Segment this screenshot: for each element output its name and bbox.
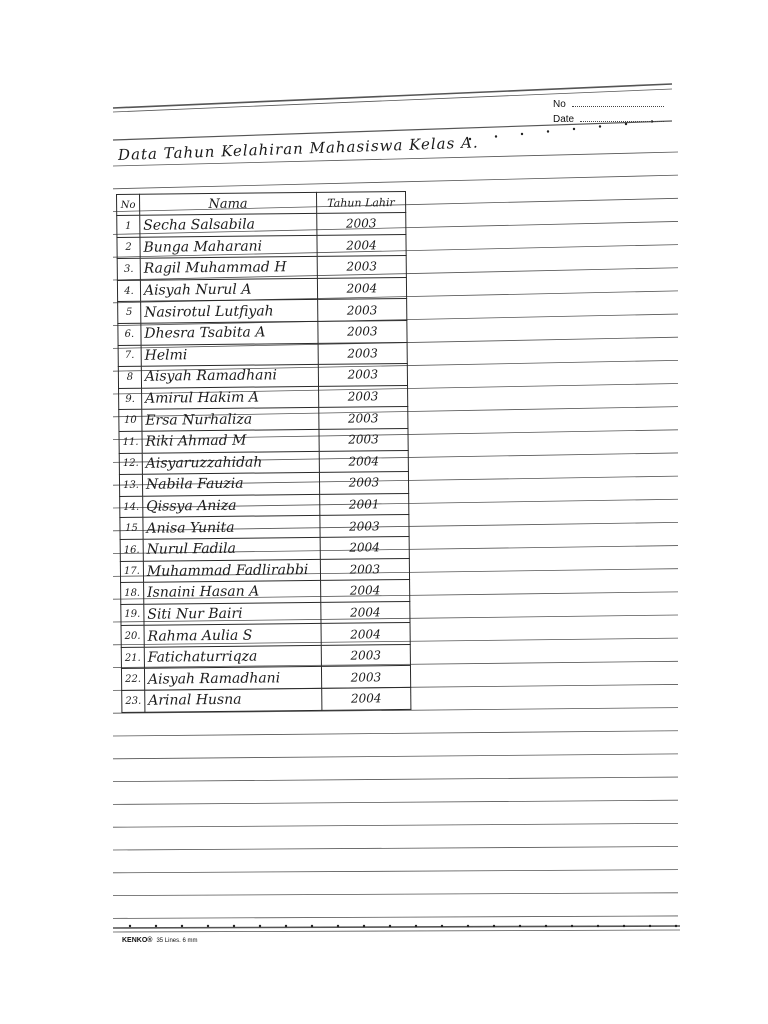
table-row xyxy=(121,580,410,605)
student-name: Arinal Husna xyxy=(145,688,322,711)
date-field xyxy=(553,114,664,125)
table-row xyxy=(120,493,409,518)
student-name: Secha Salsabila xyxy=(140,213,317,236)
student-name: Qissya Aniza xyxy=(143,494,320,517)
birth-year: 2001 xyxy=(320,493,409,516)
student-name: Anisa Yunita xyxy=(143,516,320,539)
row-number: 3. xyxy=(117,258,140,280)
row-number: 19. xyxy=(121,604,144,626)
birth-year: 2003 xyxy=(318,385,407,408)
birth-year: 2003 xyxy=(317,212,406,235)
page-title: Data Tahun Kelahiran Mahasiswa Kelas A. xyxy=(117,133,479,164)
table-row xyxy=(120,515,409,540)
table-row xyxy=(121,644,410,669)
table-row xyxy=(120,558,409,583)
table-row xyxy=(120,536,409,561)
notebook-brand xyxy=(122,937,197,944)
student-name: Rahma Aulia S xyxy=(144,624,321,647)
birth-year: 2003 xyxy=(318,320,407,343)
student-name: Ragil Muhammad H xyxy=(140,257,317,280)
col-header-name: Nama xyxy=(139,192,316,215)
table-row xyxy=(122,688,411,713)
table-row xyxy=(121,601,410,626)
row-number: 23. xyxy=(122,690,145,712)
no-field xyxy=(553,99,664,110)
row-number: 7. xyxy=(118,345,141,367)
table-row xyxy=(118,364,407,389)
row-number: 4. xyxy=(117,280,140,302)
student-name: Nabila Fauzia xyxy=(142,473,319,496)
table-row xyxy=(121,623,410,648)
student-name: Amirul Hakim A xyxy=(141,386,318,409)
student-name: Nurul Fadila xyxy=(143,537,320,560)
row-number: 22. xyxy=(121,669,144,691)
student-name: Siti Nur Bairi xyxy=(144,602,321,625)
row-number: 13. xyxy=(119,474,142,496)
student-name: Ersa Nurhaliza xyxy=(142,408,319,431)
birth-year: 2004 xyxy=(321,623,410,646)
row-number: 20. xyxy=(121,626,144,648)
row-number: 6. xyxy=(118,323,141,345)
birth-year: 2003 xyxy=(318,299,407,322)
table-row xyxy=(118,299,407,324)
table-row xyxy=(119,385,408,410)
table-row xyxy=(119,407,408,432)
table-row xyxy=(119,472,408,497)
row-number: 17. xyxy=(120,561,143,583)
student-name: Isnaini Hasan A xyxy=(143,580,320,603)
table-row xyxy=(118,320,407,345)
table-row xyxy=(117,256,406,281)
birth-year: 2004 xyxy=(320,580,409,603)
row-number: 10 xyxy=(119,410,142,432)
birth-year: 2003 xyxy=(320,515,409,538)
student-name: Aisyaruzzahidah xyxy=(142,451,319,474)
table-row xyxy=(117,212,406,237)
row-number: 1 xyxy=(117,215,140,237)
student-name: Aisyah Nurul A xyxy=(140,278,317,301)
birth-year: 2004 xyxy=(317,234,406,257)
birth-year: 2003 xyxy=(318,364,407,387)
no-label: No xyxy=(553,99,566,110)
student-name: Nasirotul Lutfiyah xyxy=(141,300,318,323)
row-number: 12. xyxy=(119,453,142,475)
row-number: 11. xyxy=(119,431,142,453)
col-header-year: Tahun Lahir xyxy=(316,191,405,213)
row-number: 21. xyxy=(121,647,144,669)
student-name: Dhesra Tsabita A xyxy=(141,321,318,344)
birth-year: 2004 xyxy=(317,277,406,300)
col-header-no: No xyxy=(117,194,140,215)
table-row xyxy=(121,666,410,691)
row-number: 16. xyxy=(120,539,143,561)
student-name: Bunga Maharani xyxy=(140,235,317,258)
student-name: Helmi xyxy=(141,343,318,366)
birth-year: 2004 xyxy=(322,688,411,711)
student-name: Fatichaturriqza xyxy=(144,645,321,668)
date-label: Date xyxy=(553,114,575,125)
table-row xyxy=(117,234,406,259)
row-number: 14. xyxy=(120,496,143,518)
birth-year: 2003 xyxy=(319,472,408,495)
student-name: Aisyah Ramadhani xyxy=(144,667,321,690)
birth-year-table xyxy=(116,191,411,713)
brand-spec: 35 Lines. 6 mm xyxy=(156,938,198,944)
birth-year: 2003 xyxy=(320,558,409,581)
birth-year: 2004 xyxy=(320,536,409,559)
birth-year: 2003 xyxy=(319,428,408,451)
birth-year: 2003 xyxy=(321,666,410,689)
row-number: 18. xyxy=(121,582,144,604)
birth-year: 2003 xyxy=(318,342,407,365)
row-number: 5 xyxy=(118,302,141,324)
student-name: Muhammad Fadlirabbi xyxy=(143,559,320,582)
row-number: 9. xyxy=(119,388,142,410)
row-number: 2 xyxy=(117,237,140,259)
student-name: Riki Ahmad M xyxy=(142,429,319,452)
table-row xyxy=(118,342,407,367)
birth-year: 2004 xyxy=(319,450,408,473)
table-row xyxy=(119,428,408,453)
brand-name: KENKO® xyxy=(122,937,153,944)
birth-year: 2003 xyxy=(321,644,410,667)
birth-year: 2004 xyxy=(321,601,410,624)
table-header-row xyxy=(117,191,406,215)
birth-year: 2003 xyxy=(317,256,406,279)
table-row xyxy=(117,277,406,302)
birth-year: 2003 xyxy=(319,407,408,430)
row-number: 8 xyxy=(118,366,141,388)
row-number: 15 xyxy=(120,518,143,540)
student-name: Aisyah Ramadhani xyxy=(141,365,318,388)
table-row xyxy=(119,450,408,475)
